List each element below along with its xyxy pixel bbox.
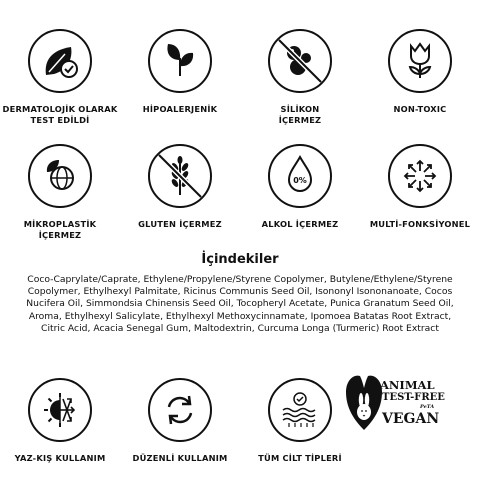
sun-snowflake-icon xyxy=(27,377,93,443)
badge-label: ALKOL İÇERMEZ xyxy=(261,219,339,229)
logo-animal-text: ANIMAL xyxy=(380,378,435,392)
badge-label: TÜM CİLT TİPLERİ xyxy=(258,453,342,463)
skin-layers-check-icon xyxy=(267,377,333,443)
badge-label: DERMATOLOJİK OLARAK TEST EDİLDİ xyxy=(2,104,118,125)
badge-silicone-free xyxy=(240,28,360,125)
badge-label: SİLİKON İÇERMEZ xyxy=(278,104,322,125)
logo-test-free-text: TEST-FREE xyxy=(382,392,445,403)
drop-percent-icon xyxy=(267,143,333,209)
arrows-out-icon xyxy=(387,143,453,209)
silicone-drops-crossed-icon xyxy=(267,28,333,94)
badge-all-skin-types xyxy=(240,377,360,464)
badge-label: MİKROPLASTİK İÇERMEZ xyxy=(23,219,97,240)
drop-percent-text: 0% xyxy=(293,176,307,185)
globe-leaf-icon xyxy=(27,143,93,209)
badge-dermatologically-tested xyxy=(0,28,120,125)
tulip-icon xyxy=(387,28,453,94)
badge-label: GLUTEN İÇERMEZ xyxy=(138,219,222,229)
badge-label: YAZ-KIŞ KULLANIM xyxy=(14,453,106,463)
logo-vegan-text: VEGAN xyxy=(382,411,440,427)
refresh-arrows-icon xyxy=(147,377,213,443)
wheat-crossed-icon xyxy=(147,143,213,209)
badge-microplastic-free xyxy=(0,143,120,240)
badge-label: HİPOALERJENİK xyxy=(142,104,218,114)
bunny-heart-icon xyxy=(344,370,384,434)
badge-non-toxic xyxy=(360,28,480,115)
badge-label: MULTİ-FONKSİYONEL xyxy=(369,219,471,229)
badge-multi-functional xyxy=(360,143,480,230)
badge-all-seasons xyxy=(0,377,120,464)
logo-brand-text: PeTA xyxy=(420,404,435,410)
badge-label: DÜZENLİ KULLANIM xyxy=(132,453,228,463)
ingredients-list: Coco-Caprylate/Caprate, Ethylene/Propylene/Styrene Copolymer, Butylene/Ethylene/Styrene Copolymer, Ethylhexyl Palmitate, Ricinus Communis Seed Oil, Isononyl Isononanoate, Cocos Nucifera Oil, Simmondsia Chinensis Seed Oil, Tocopheryl Acetate, Punica Granatum Seed Oil, Aroma, Ethylhexyl Salicylate, Ethylhexyl Methoxycinnamate, Ipomoea Batatas Root Extract, Citric Acid, Acacia Senegal Gum, Maltodextrin, Curcuma Longa (Turmeric) Root Extract xyxy=(26,274,454,334)
badge-hypoallergenic xyxy=(120,28,240,115)
leaves-icon xyxy=(147,28,213,94)
badge-label: NON-TOXIC xyxy=(393,104,447,114)
badge-regular-use xyxy=(120,377,240,464)
leaf-check-icon xyxy=(27,28,93,94)
badge-alcohol-free xyxy=(240,143,360,230)
ingredients-title: İçindekiler xyxy=(201,252,279,267)
badge-gluten-free xyxy=(120,143,240,230)
animal-test-free-vegan-logo xyxy=(344,370,444,434)
